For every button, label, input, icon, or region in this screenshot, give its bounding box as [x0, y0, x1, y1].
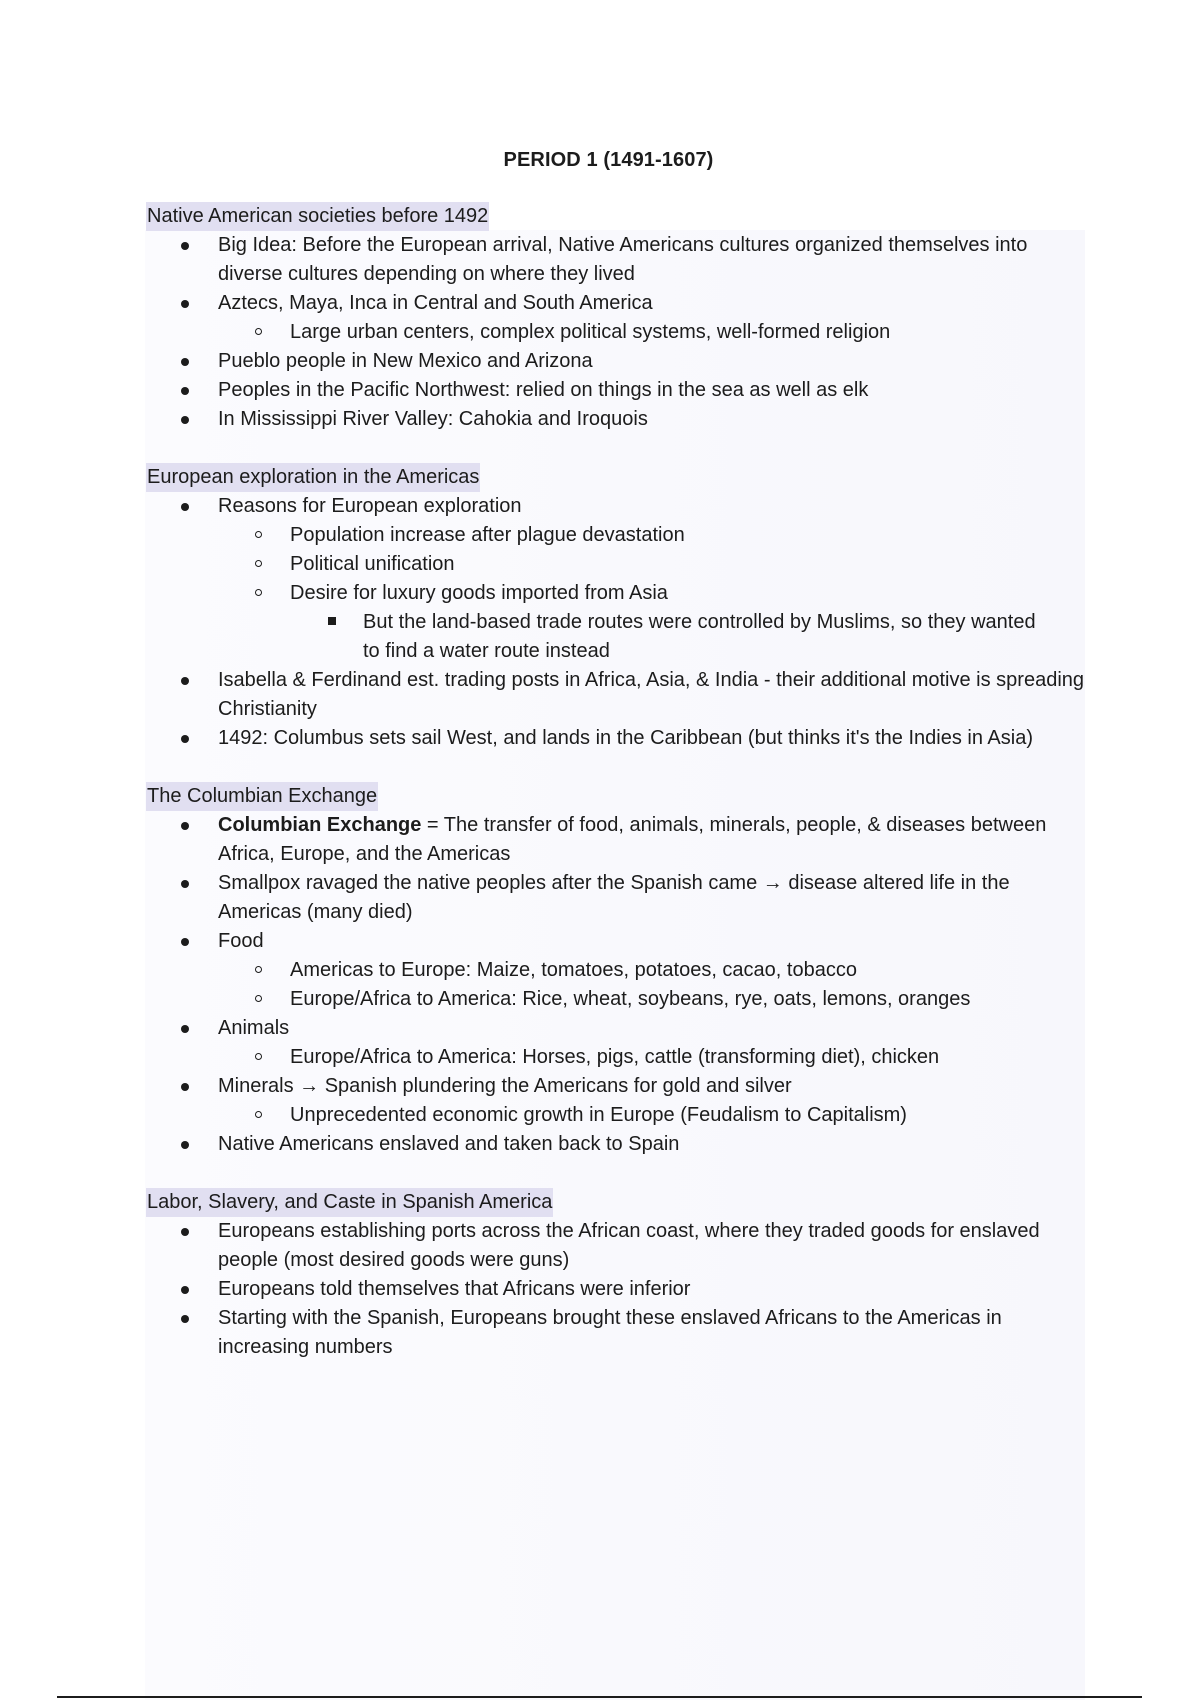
list-item	[0, 1275, 1200, 1304]
list-item	[0, 347, 1200, 376]
list-item	[0, 666, 1200, 724]
list-item-text: But the land-based trade routes were controlled by Muslims, so they wanted to find a water route instead	[363, 611, 1036, 662]
filled-circle-bullet-icon	[181, 927, 189, 956]
filled-circle-bullet-icon	[181, 231, 189, 260]
list-item-text: Animals	[218, 1017, 290, 1039]
list-item-text: 1492: Columbus sets sail West, and lands in the Caribbean (but thinks it's the Indies in Asia)	[218, 727, 1033, 749]
list-item-text: Europeans told themselves that Africans were inferior	[218, 1278, 691, 1300]
list-item-text: Europe/Africa to America: Rice, wheat, soybeans, rye, oats, lemons, oranges	[290, 988, 971, 1010]
filled-circle-bullet-icon	[181, 1072, 189, 1101]
bullet-mark	[181, 242, 189, 250]
hollow-circle-bullet-icon	[255, 521, 262, 550]
hollow-circle-bullet-icon	[255, 985, 262, 1014]
hollow-circle-bullet-icon	[255, 550, 262, 579]
list-item	[0, 985, 1200, 1014]
section-heading: Labor, Slavery, and Caste in Spanish America	[146, 1188, 553, 1217]
bullet-mark	[181, 300, 189, 308]
list-item-text: In Mississippi River Valley: Cahokia and Iroquois	[218, 408, 648, 430]
list-item	[0, 1043, 1200, 1072]
filled-circle-bullet-icon	[181, 724, 189, 753]
filled-circle-bullet-icon	[181, 811, 189, 840]
bullet-mark	[181, 1025, 189, 1033]
bullet-mark	[255, 1111, 262, 1118]
bullet-mark	[255, 589, 262, 596]
list-item	[0, 1217, 1200, 1275]
section-heading: The Columbian Exchange	[146, 782, 378, 811]
bullet-mark	[181, 1141, 189, 1149]
list-item	[0, 550, 1200, 579]
list-item	[0, 289, 1200, 318]
bullet-list	[0, 811, 1200, 1159]
list-item-text: Aztecs, Maya, Inca in Central and South America	[218, 292, 653, 314]
list-item-text: Desire for luxury goods imported from Asia	[290, 582, 668, 604]
bullet-mark	[328, 617, 336, 625]
bullet-mark	[255, 560, 262, 567]
filled-circle-bullet-icon	[181, 376, 189, 405]
list-item	[0, 608, 1200, 666]
filled-circle-bullet-icon	[181, 1014, 189, 1043]
filled-circle-bullet-icon	[181, 289, 189, 318]
list-item-text	[218, 811, 1090, 869]
hollow-circle-bullet-icon	[255, 956, 262, 985]
document-title: PERIOD 1 (1491-1607)	[503, 149, 714, 171]
document-body	[0, 146, 1200, 1391]
section	[0, 1188, 1200, 1362]
bullet-list	[0, 1217, 1200, 1362]
list-item-text: Europe/Africa to America: Horses, pigs, cattle (transforming diet), chicken	[290, 1046, 940, 1068]
section	[0, 463, 1200, 753]
bullet-mark	[181, 387, 189, 395]
list-item	[0, 1130, 1200, 1159]
filled-circle-bullet-icon	[181, 347, 189, 376]
list-item	[0, 231, 1200, 289]
list-item	[0, 1014, 1200, 1043]
bullet-mark	[181, 503, 189, 511]
list-item-text: Pueblo people in New Mexico and Arizona	[218, 350, 593, 372]
list-item	[0, 492, 1200, 521]
list-item-text: Native Americans enslaved and taken back to Spain	[218, 1133, 680, 1155]
bullet-mark	[181, 1228, 189, 1236]
bullet-mark	[255, 995, 262, 1002]
filled-circle-bullet-icon	[181, 492, 189, 521]
list-item-text: Big Idea: Before the European arrival, Native Americans cultures organized themselves into diverse cultures depending on where they lived	[218, 234, 1028, 285]
list-item-text: Food	[218, 930, 264, 952]
filled-circle-bullet-icon	[181, 869, 189, 898]
hollow-circle-bullet-icon	[255, 579, 262, 608]
bullet-mark	[255, 328, 262, 335]
bullet-list	[0, 492, 1200, 753]
list-item	[0, 1101, 1200, 1130]
section	[0, 202, 1200, 434]
list-item-text: Isabella & Ferdinand est. trading posts in Africa, Asia, & India - their additional motive is spreading Christianity	[218, 669, 1085, 720]
section-heading: Native American societies before 1492	[146, 202, 489, 231]
filled-circle-bullet-icon	[181, 1275, 189, 1304]
bullet-mark	[181, 735, 189, 743]
bold-term: Columbian Exchange	[218, 814, 422, 836]
list-item-text: Americas to Europe: Maize, tomatoes, potatoes, cacao, tobacco	[290, 959, 857, 981]
list-item-text: Unprecedented economic growth in Europe (Feudalism to Capitalism)	[290, 1104, 907, 1126]
bullet-mark	[181, 416, 189, 424]
section-heading-row	[0, 202, 1200, 231]
list-item-text: Minerals → Spanish plundering the Americans for gold and silver	[218, 1075, 792, 1097]
list-item	[0, 1304, 1200, 1362]
list-item-text: Reasons for European exploration	[218, 495, 522, 517]
hollow-circle-bullet-icon	[255, 1101, 262, 1130]
list-item	[0, 405, 1200, 434]
bullet-mark	[181, 1083, 189, 1091]
filled-circle-bullet-icon	[181, 405, 189, 434]
filled-circle-bullet-icon	[181, 1217, 189, 1246]
bullet-mark	[181, 1315, 189, 1323]
list-item-text: Large urban centers, complex political systems, well-formed religion	[290, 321, 891, 343]
bullet-mark	[255, 531, 262, 538]
section-heading: European exploration in the Americas	[146, 463, 480, 492]
list-item-text: Europeans establishing ports across the African coast, where they traded goods for enslaved people (most desired goods were guns)	[218, 1220, 1040, 1271]
section	[0, 782, 1200, 1159]
bottom-rule	[57, 1696, 1142, 1698]
bullet-mark	[181, 880, 189, 888]
bullet-mark	[255, 966, 262, 973]
section-heading-row	[0, 1188, 1200, 1217]
list-item	[0, 376, 1200, 405]
bullet-mark	[181, 822, 189, 830]
list-item	[0, 927, 1200, 956]
bullet-mark	[255, 1053, 262, 1060]
bullet-list	[0, 231, 1200, 434]
list-item	[0, 521, 1200, 550]
list-item-text: Population increase after plague devastation	[290, 524, 685, 546]
bullet-mark	[181, 677, 189, 685]
list-item-text: Political unification	[290, 553, 455, 575]
list-item-text: Starting with the Spanish, Europeans brought these enslaved Africans to the Americas in increasing numbers	[218, 1307, 1002, 1358]
section-heading-row	[0, 782, 1200, 811]
hollow-circle-bullet-icon	[255, 318, 262, 347]
sections-container	[0, 202, 1200, 1362]
filled-circle-bullet-icon	[181, 1304, 189, 1333]
list-item-text: Peoples in the Pacific Northwest: relied on things in the sea as well as elk	[218, 379, 869, 401]
bullet-mark	[181, 358, 189, 366]
list-item-text: Smallpox ravaged the native peoples after the Spanish came → disease altered life in the Americas (many died)	[218, 872, 1010, 923]
term-definition: = The transfer of food, animals, minerals, people, & diseases between Africa, Europe, and the Americas	[218, 814, 1047, 865]
filled-square-bullet-icon	[328, 608, 336, 637]
list-item	[0, 956, 1200, 985]
list-item	[0, 811, 1200, 869]
hollow-circle-bullet-icon	[255, 1043, 262, 1072]
bullet-mark	[181, 1286, 189, 1294]
list-item	[0, 869, 1200, 927]
list-item	[0, 579, 1200, 608]
filled-circle-bullet-icon	[181, 666, 189, 695]
list-item	[0, 318, 1200, 347]
filled-circle-bullet-icon	[181, 1130, 189, 1159]
list-item	[0, 1072, 1200, 1101]
section-heading-row	[0, 463, 1200, 492]
list-item	[0, 724, 1200, 753]
bullet-mark	[181, 938, 189, 946]
